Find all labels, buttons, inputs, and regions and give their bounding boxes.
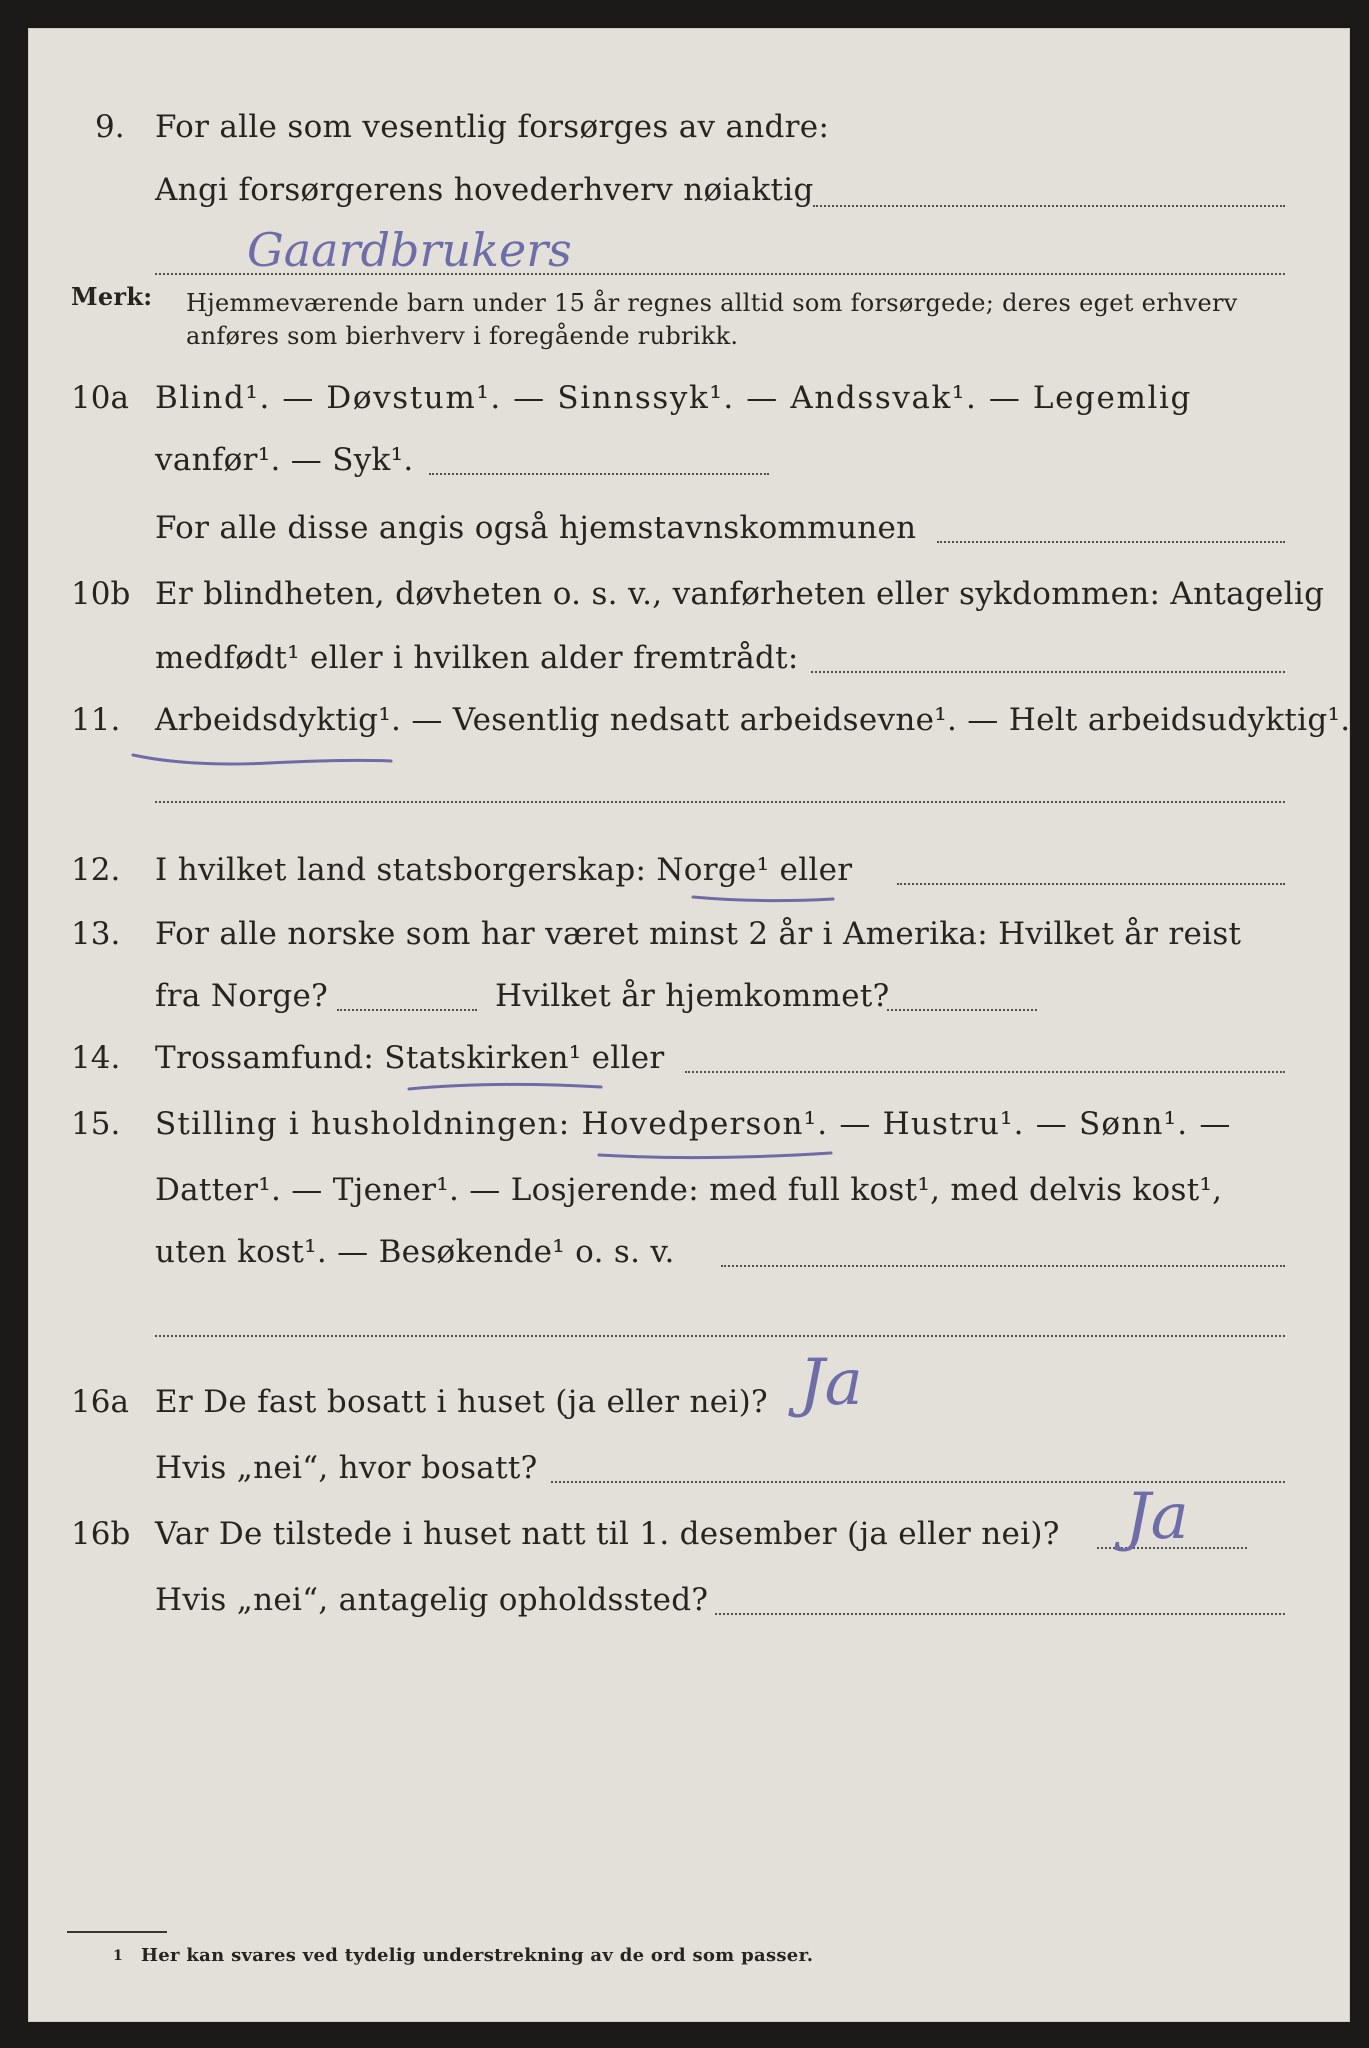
q15-underline-mark <box>595 1145 835 1167</box>
q11-text-line1: Arbeidsdyktig¹. — Vesentlig nedsatt arbeidsevne¹. — Helt arbeidsudyktig¹. <box>155 702 1351 738</box>
census-form-page <box>28 28 1350 2022</box>
q10b-number: 10b <box>71 576 131 612</box>
q11-number: 11. <box>71 702 121 738</box>
q15-text-line1: Stilling i husholdningen: Hovedperson¹. — Hustru¹. — Sønn¹. — <box>155 1106 1232 1142</box>
q10a-text-line3: For alle disse angis også hjemstavnskommunen <box>155 510 917 546</box>
q16b-location-line <box>715 1613 1285 1615</box>
q16a-text-line1: Er De fast bosatt i huset (ja eller nei)? <box>155 1384 768 1420</box>
q16b-text-line1: Var De tilstede i huset natt til 1. desember (ja eller nei)? <box>155 1516 1060 1552</box>
q13-number: 13. <box>71 916 121 952</box>
q14-number: 14. <box>71 1040 121 1076</box>
q10b-text-line2: medfødt¹ eller i hvilken alder fremtrådt: <box>155 640 799 676</box>
q13-text-line1: For alle norske som har været minst 2 år i Amerika: Hvilket år reist <box>155 916 1242 952</box>
q15-number: 15. <box>71 1106 121 1142</box>
merk-text-line2: anføres som bierhverv i foregående rubrikk. <box>186 322 739 350</box>
q15-answer-line-2 <box>155 1335 1285 1337</box>
q9-text-line1: For alle som vesentlig forsørges av andre: <box>155 109 830 145</box>
q9-handwritten-answer: Gaardbrukers <box>247 223 572 277</box>
footnote-divider <box>67 1931 167 1933</box>
merk-label: Merk: <box>71 282 153 311</box>
q13-return-line <box>887 1009 1037 1011</box>
q16a-number: 16a <box>71 1384 129 1420</box>
q12-underline-mark <box>689 889 839 909</box>
q15-answer-line <box>721 1265 1285 1267</box>
q13-departure-line <box>337 1009 477 1011</box>
q10a-municipality-line <box>937 541 1285 543</box>
q16b-text-line2: Hvis „nei“, antagelig opholdssted? <box>155 1582 709 1618</box>
q16b-handwritten-answer: Ja <box>1125 1480 1189 1554</box>
q9-number: 9. <box>95 109 125 145</box>
q10b-answer-line <box>811 671 1285 673</box>
footnote-mark: 1 <box>113 1948 124 1964</box>
q14-underline-mark <box>405 1077 605 1099</box>
footnote-text: Her kan svares ved tydelig understrekning av de ord som passer. <box>141 1945 814 1966</box>
q13-text-line2a: fra Norge? <box>155 978 329 1014</box>
q10a-text-line2: vanfør¹. — Syk¹. <box>155 442 414 478</box>
q16a-text-line2: Hvis „nei“, hvor bosatt? <box>155 1450 538 1486</box>
q11-answer-line <box>155 801 1285 803</box>
q10b-text-line1: Er blindheten, døvheten o. s. v., vanførheten eller sykdommen: Antagelig <box>155 576 1325 612</box>
q15-text-line2: Datter¹. — Tjener¹. — Losjerende: med full kost¹, med delvis kost¹, <box>155 1172 1223 1208</box>
q14-answer-line <box>685 1071 1285 1073</box>
q9-text-line2: Angi forsørgerens hovederhverv nøiaktig <box>155 172 814 208</box>
q11-underline-mark <box>129 741 399 771</box>
q16a-handwritten-answer: Ja <box>799 1346 863 1420</box>
q10a-number: 10a <box>71 380 129 416</box>
q9-answer-line-2 <box>155 273 1285 275</box>
q9-answer-line <box>813 205 1285 207</box>
q14-text-line1: Trossamfund: Statskirken¹ eller <box>155 1040 665 1076</box>
q12-text-line1: I hvilket land statsborgerskap: Norge¹ eller <box>155 852 853 888</box>
q10a-answer-line <box>429 473 769 475</box>
q12-number: 12. <box>71 852 121 888</box>
q10a-text-line1: Blind¹. — Døvstum¹. — Sinnssyk¹. — Andssvak¹. — Legemlig <box>155 380 1192 416</box>
merk-text-line1: Hjemmeværende barn under 15 år regnes alltid som forsørgede; deres eget erhverv <box>186 289 1238 317</box>
q12-answer-line <box>897 883 1285 885</box>
q13-text-line2b: Hvilket år hjemkommet? <box>495 978 890 1014</box>
q15-text-line3: uten kost¹. — Besøkende¹ o. s. v. <box>155 1234 675 1270</box>
q16b-number: 16b <box>71 1516 131 1552</box>
